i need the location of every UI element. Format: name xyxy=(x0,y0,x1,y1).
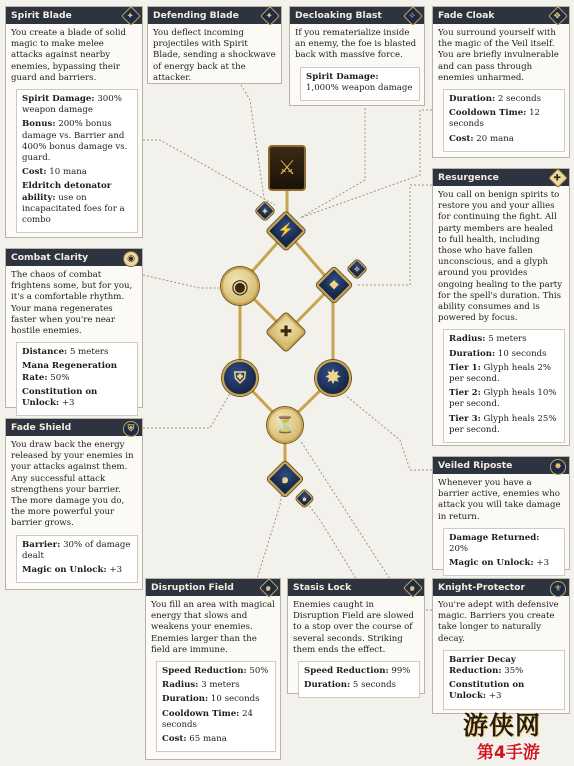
disruption-field-icon: ๑ xyxy=(259,578,279,598)
stat-row: Distance: 5 meters xyxy=(22,347,109,358)
resurgence-icon: ✚ xyxy=(548,168,568,188)
card-header xyxy=(6,419,142,436)
combat-clarity-node-icon[interactable]: ◉ xyxy=(221,267,259,305)
combat-clarity-icon: ◉ xyxy=(123,251,139,267)
stasis-lock-node-icon[interactable]: ๑ xyxy=(295,489,313,507)
stats-box xyxy=(300,67,420,101)
defending-blade-icon: ✦ xyxy=(260,6,280,26)
stat-row: Spirit Damage: 1,000% weapon damage xyxy=(306,71,413,93)
card-header xyxy=(6,249,142,266)
card-disruption-field xyxy=(145,578,281,760)
disruption-field-node-icon[interactable]: ๑ xyxy=(267,461,304,498)
decloaking-blast-icon: ✧ xyxy=(403,6,423,26)
card-header xyxy=(288,579,424,596)
card-header xyxy=(290,7,424,24)
resurgence-node-icon[interactable]: ✚ xyxy=(266,312,306,352)
stat-row: Spirit Damage: 300% weapon damage xyxy=(22,94,122,116)
watermark-bottom-text: 第4手游 xyxy=(477,743,540,763)
card-fade-shield xyxy=(5,418,143,590)
fade-shield-node-icon[interactable]: ⛨ xyxy=(222,360,258,396)
card-description: You draw back the energy released by your enemies in your attacks against them. Any successful attack strengthens your barrier. The more damage you do, the more powerful your barrier grows. xyxy=(11,440,134,529)
stat-row: Radius: 5 meters xyxy=(449,334,527,345)
fade-cloak-node-icon[interactable]: ❖ xyxy=(316,267,353,304)
card-title: Combat Clarity xyxy=(11,252,89,263)
knight-protector-node-icon[interactable]: ⏳ xyxy=(267,407,303,443)
card-title: Stasis Lock xyxy=(293,582,352,593)
stat-row: Magic on Unlock: +3 xyxy=(22,565,123,576)
stats-box xyxy=(443,89,565,152)
stats-box xyxy=(443,329,565,443)
stat-row: Cooldown Time: 12 seconds xyxy=(449,108,541,130)
card-title: Spirit Blade xyxy=(11,10,72,21)
stat-row: Constitution on Unlock: +3 xyxy=(22,386,98,409)
card-decloaking-blast xyxy=(289,6,425,106)
card-veiled-riposte xyxy=(432,456,570,570)
card-header xyxy=(148,7,281,24)
defending-blade-node-icon[interactable]: ✦ xyxy=(255,201,275,221)
card-description: You deflect incoming projectiles with Spirit Blade, sending a shockwave of energy back at the attacker. xyxy=(153,28,276,83)
stat-row: Cooldown Time: 24 seconds xyxy=(162,708,254,730)
stat-row: Cost: 65 mana xyxy=(162,734,227,745)
stat-row: Cost: 10 mana xyxy=(22,167,87,178)
stats-box xyxy=(156,661,276,752)
stat-row: Bonus: 200% bonus damage vs. Barrier and 400% bonus damage vs. guard. xyxy=(22,119,128,164)
stat-row: Tier 3: Glyph heals 25% per second. xyxy=(449,413,557,435)
stats-box xyxy=(16,342,138,416)
card-fade-cloak xyxy=(432,6,570,158)
card-spirit-blade xyxy=(5,6,143,238)
stasis-lock-icon: ๑ xyxy=(403,578,423,598)
card-title: Veiled Riposte xyxy=(438,460,513,471)
card-title: Fade Cloak xyxy=(438,10,495,21)
card-combat-clarity xyxy=(5,248,143,408)
stat-row: Duration: 10 seconds xyxy=(162,694,260,705)
stat-row: Tier 2: Glyph heals 10% per second. xyxy=(449,388,557,410)
fade-shield-icon: ⛨ xyxy=(123,421,139,437)
stat-row: Cost: 20 mana xyxy=(449,133,514,144)
veiled-riposte-node-icon[interactable]: ✸ xyxy=(315,360,351,396)
card-header xyxy=(146,579,280,596)
card-description: You're adept with defensive magic. Barriers you create take longer to naturally decay. xyxy=(438,600,559,644)
card-stasis-lock xyxy=(287,578,425,694)
stat-row: Damage Returned: 20% xyxy=(449,532,540,555)
card-title: Defending Blade xyxy=(153,10,239,21)
stats-box xyxy=(16,89,138,233)
spirit-blade-node-icon[interactable]: ⚡ xyxy=(266,211,306,251)
card-description: You fill an area with magical energy that slows and weakens your enemies. Enemies larger than the field are immune. xyxy=(151,600,275,655)
card-description: Enemies caught in Disruption Field are slowed to a stop over the course of several seconds. Striking them ends the effect. xyxy=(293,600,414,655)
fade-cloak-icon: ❖ xyxy=(548,6,568,26)
card-header xyxy=(433,579,569,596)
card-title: Fade Shield xyxy=(11,422,72,433)
stats-box xyxy=(298,661,420,698)
card-header xyxy=(433,169,569,186)
card-title: Disruption Field xyxy=(151,582,234,593)
card-defending-blade xyxy=(147,6,282,84)
card-description: You call on benign spirits to restore you and your allies for continuing the fight. All party members are healed to full health, including those who have fallen unconscious, and a glyph around you provides ongoing healing to the party for the spell's duration. This ability consumes and is powered by focus. xyxy=(438,190,563,324)
stat-row: Duration: 10 seconds xyxy=(449,348,547,359)
stat-row: Duration: 2 seconds xyxy=(449,94,542,105)
decloaking-blast-node-icon[interactable]: ✧ xyxy=(347,259,367,279)
stats-box xyxy=(443,528,565,577)
stat-row: Eldritch detonator ability: use on incapacitated foes for a combo xyxy=(22,181,125,226)
stat-row: Radius: 3 meters xyxy=(162,680,240,691)
stat-row: Speed Reduction: 99% xyxy=(304,666,411,677)
card-header xyxy=(433,457,569,474)
stat-row: Tier 1: Glyph heals 2% per second. xyxy=(449,362,552,385)
stat-row: Barrier Decay Reduction: 35% xyxy=(449,654,524,677)
card-description: If you rematerialize inside an enemy, the foe is blasted back with massive force. xyxy=(295,28,417,61)
stat-row: Constitution on Unlock: +3 xyxy=(449,680,525,702)
skill-tree-root-icon[interactable]: ⚔ xyxy=(268,145,306,191)
stat-row: Duration: 5 seconds xyxy=(304,680,397,691)
stat-row: Mana Regeneration Rate: 50% xyxy=(22,361,118,383)
knight-protector-icon: ⚜ xyxy=(550,581,566,597)
watermark-top-text: 游侠网 xyxy=(463,711,542,740)
stat-row: Magic on Unlock: +3 xyxy=(449,558,550,569)
card-knight-protector xyxy=(432,578,570,714)
card-title: Resurgence xyxy=(438,172,499,183)
veiled-riposte-icon: ✸ xyxy=(550,459,566,475)
spirit-blade-icon: ✦ xyxy=(121,6,141,26)
card-resurgence xyxy=(432,168,570,446)
card-header xyxy=(433,7,569,24)
card-description: You create a blade of solid magic to make melee attacks against nearby enemies, bypassing their guard and barriers. xyxy=(11,28,126,83)
card-description: The chaos of combat frightens some, but for you, it's a comfortable rhythm. Your mana regenerates faster when you're near hostile enemies. xyxy=(11,270,133,337)
stat-row: Barrier: 30% of damage dealt xyxy=(22,539,131,561)
card-description: Whenever you have a barrier active, enemies who attack you will take damage in return. xyxy=(438,478,561,522)
stats-box xyxy=(443,650,565,710)
card-header xyxy=(6,7,142,24)
stat-row: Speed Reduction: 50% xyxy=(162,666,269,677)
card-title: Knight-Protector xyxy=(438,582,526,593)
stats-box xyxy=(16,535,138,584)
card-description: You surround yourself with the magic of the Veil itself. You are briefly invulnerable and can pass through enemies unharmed. xyxy=(438,28,559,83)
card-title: Decloaking Blast xyxy=(295,10,382,21)
site-watermark-logo xyxy=(455,706,573,764)
